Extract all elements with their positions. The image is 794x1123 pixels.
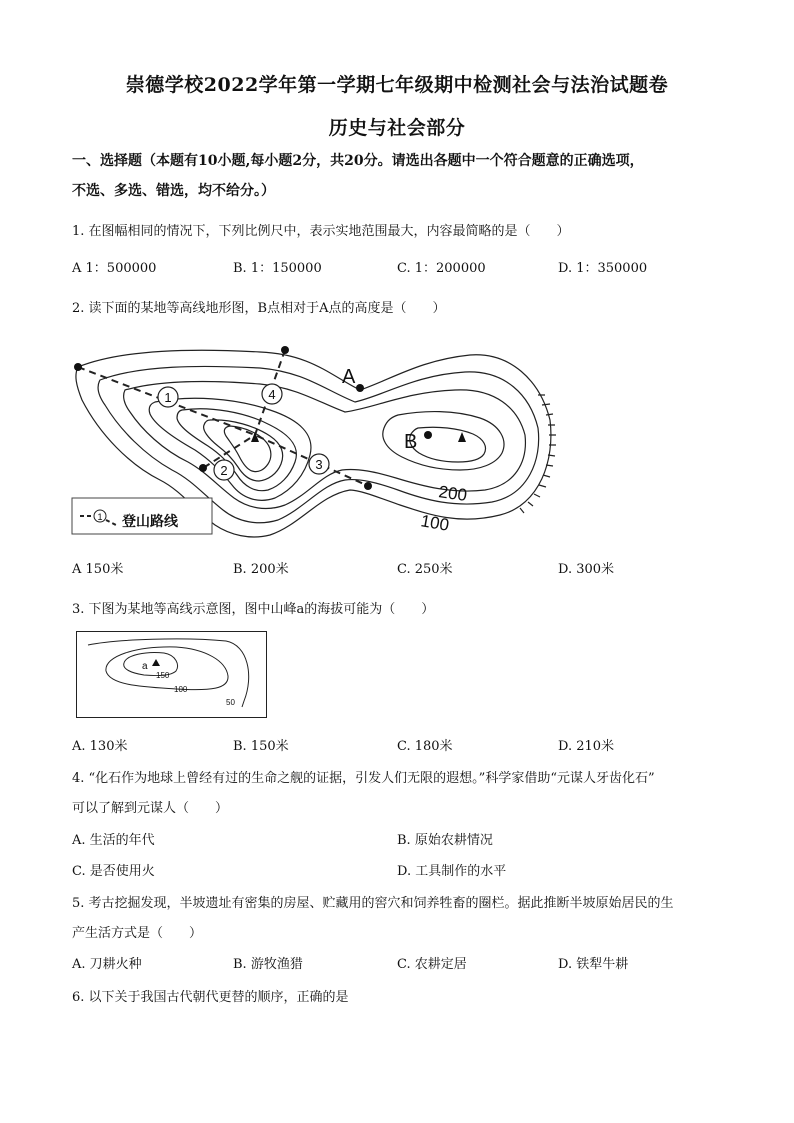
q3-contour-100-label: 100 bbox=[174, 685, 188, 694]
legend-number: 1 bbox=[97, 512, 103, 522]
section-header-line2: 不选、多选、错选，均不给分。） bbox=[72, 183, 275, 199]
contour-map-figure bbox=[60, 340, 560, 550]
q3-option-c: C. 180米 bbox=[397, 739, 453, 754]
point-a-label: A bbox=[342, 366, 356, 388]
peak-a-label: a bbox=[142, 661, 148, 672]
q1-option-d: D. 1：350000 bbox=[558, 261, 648, 276]
contour-100-label: 100 bbox=[419, 511, 451, 535]
q3-option-d: D. 210米 bbox=[558, 739, 615, 754]
q2-option-d: D. 300米 bbox=[558, 562, 615, 577]
q1-option-b: B. 1：150000 bbox=[233, 261, 322, 276]
route-point-2: 2 bbox=[220, 463, 228, 478]
q3-contour-150-label: 150 bbox=[156, 671, 170, 680]
q5-option-a: A. 刀耕火种 bbox=[72, 957, 142, 972]
q5-option-d: D. 铁犁牛耕 bbox=[558, 957, 629, 972]
q1-option-a: A 1：500000 bbox=[72, 261, 157, 276]
question-4-line1: 4. “化石作为地球上曾经有过的生命之舰的证据，引发人们无限的遐想。”科学家借助“元谋人牙齿化石” bbox=[72, 771, 655, 786]
q4-option-a: A. 生活的年代 bbox=[72, 833, 155, 848]
question-1: 1. 在图幅相同的情况下，下列比例尺中，表示实地范围最大，内容最简略的是（ ） bbox=[72, 224, 570, 239]
q3-contour-figure bbox=[76, 631, 268, 719]
q4-option-d: D. 工具制作的水平 bbox=[397, 864, 507, 879]
point-b-label: B bbox=[404, 431, 418, 453]
q2-option-c: C. 250米 bbox=[397, 562, 453, 577]
question-5-line2: 产生活方式是（ ） bbox=[72, 926, 203, 941]
question-5-line1: 5. 考古挖掘发现，半坡遗址有密集的房屋、贮藏用的窖穴和饲养牲畜的圈栏。据此推断半坡原始居民的生 bbox=[72, 896, 674, 911]
q5-option-c: C. 农耕定居 bbox=[397, 957, 467, 972]
section-header-line1: 一、选择题（本题有10小题,每小题2分，共20分。请选出各题中一个符合题意的正确选项， bbox=[72, 153, 644, 169]
q4-option-b: B. 原始农耕情况 bbox=[397, 833, 493, 848]
q3-option-b: B. 150米 bbox=[233, 739, 289, 754]
question-2: 2. 读下面的某地等高线地形图，B点相对于A点的高度是（ ） bbox=[72, 301, 446, 316]
q2-option-b: B. 200米 bbox=[233, 562, 289, 577]
route-point-1: 1 bbox=[164, 390, 172, 405]
question-4-line2: 可以了解到元谋人（ ） bbox=[72, 801, 229, 816]
contour-200-label: 200 bbox=[437, 482, 469, 505]
q3-option-a: A. 130米 bbox=[72, 739, 128, 754]
page-title: 崇德学校2022学年第一学期七年级期中检测社会与法治试题卷 bbox=[125, 74, 669, 96]
question-3: 3. 下图为某地等高线示意图，图中山峰a的海拔可能为（ ） bbox=[72, 602, 435, 617]
q4-option-c: C. 是否使用火 bbox=[72, 864, 155, 879]
page-subtitle: 历史与社会部分 bbox=[328, 117, 466, 139]
question-6: 6. 以下关于我国古代朝代更替的顺序，正确的是 bbox=[72, 990, 349, 1005]
route-point-4: 4 bbox=[268, 387, 276, 402]
legend-label: 登山路线 bbox=[122, 513, 178, 529]
q5-option-b: B. 游牧渔猎 bbox=[233, 957, 303, 972]
q1-option-c: C. 1：200000 bbox=[397, 261, 486, 276]
route-point-3: 3 bbox=[315, 457, 323, 472]
q3-contour-50-label: 50 bbox=[226, 698, 235, 707]
q2-option-a: A 150米 bbox=[72, 562, 124, 577]
